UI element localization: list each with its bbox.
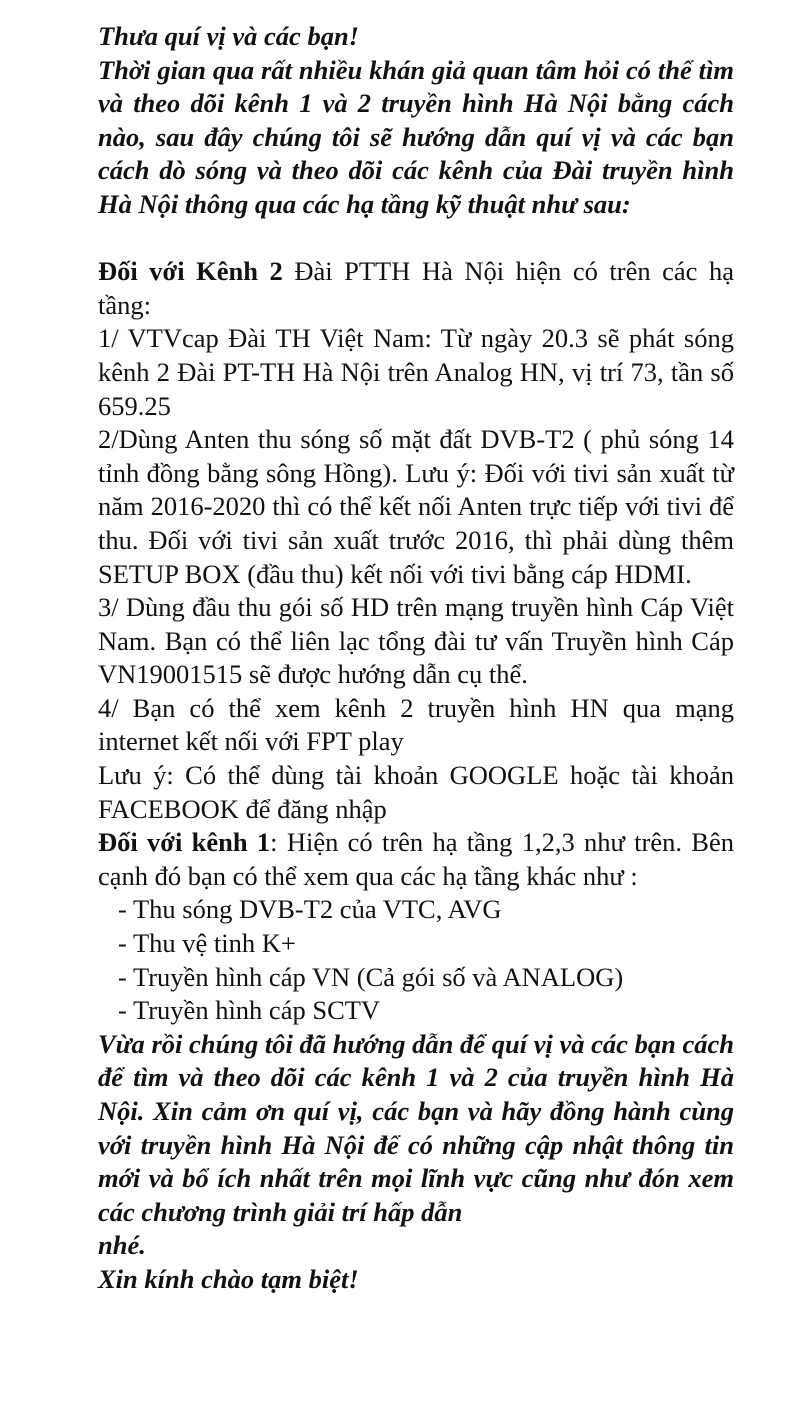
channel2-item-3: 3/ Dùng đầu thu gói số HD trên mạng truyền hình Cáp Việt Nam. Bạn có thể liên lạc tổng đài tư vấn Truyền hình Cáp VN19001515 sẽ được hướng dẫn cụ thể. <box>98 592 734 690</box>
channel2-item-2: 2/Dùng Anten thu sóng số mặt đất DVB-T2 ( phủ sóng 14 tỉnh đồng bằng sông Hồng). Lưu ý: Đối với tivi sản xuất từ năm 2016-2020 thì có thể kết nối Anten trực tiếp với tivi để thu. Đối với tivi sản xuất trước 2016, thì phải dùng thêm SETUP BOX (đầu thu) kết nối với tivi bằng cáp HDMI. <box>98 424 734 589</box>
channel2-heading: Đối với Kênh 2 <box>98 256 283 287</box>
channel2-heading-rest: Đài PTTH Hà Nội hiện có trên các hạ tầng: <box>98 256 734 320</box>
channel1-bullet-4: - Truyền hình cáp SCTV <box>118 995 381 1026</box>
greeting: Thưa quí vị và các bạn! <box>98 21 359 51</box>
intro-paragraph: Thời gian qua rất nhiều khán giả quan tâm hỏi có thể tìm và theo dõi kênh 1 và 2 truyền hình Hà Nội bằng cách nào, sau đây chúng tôi sẽ hướng dẫn quí vị và các bạn cách dò sóng và theo dõi các kênh của Đài truyền hình Hà Nội thông qua các hạ tầng kỹ thuật như sau: <box>98 54 734 219</box>
channel2-item-1: 1/ VTVcap Đài TH Việt Nam: Từ ngày 20.3 sẽ phát sóng kênh 2 Đài PT-TH Hà Nội trên Analog HN, vị trí 73, tần số 659.25 <box>98 323 734 421</box>
channel1-bullet-3: - Truyền hình cáp VN (Cả gói số và ANALOG) <box>118 961 624 992</box>
channel1-heading: Đối với kênh 1 <box>98 827 271 858</box>
channel1-bullet-1: - Thu sóng DVB-T2 của VTC, AVG <box>118 894 502 925</box>
channel1-heading-rest: : Hiện có trên hạ tầng 1,2,3 như trên. Bên cạnh đó bạn có thể xem qua các hạ tầng khác như : <box>98 827 734 891</box>
paragraph-spacer <box>98 222 734 256</box>
closing-tail: nhé. <box>98 1230 146 1261</box>
document-page <box>98 20 734 1297</box>
channel1-intro <box>98 826 734 893</box>
channel2-note: Lưu ý: Có thể dùng tài khoản GOOGLE hoặc tài khoản FACEBOOK để đăng nhập <box>98 760 734 824</box>
channel1-bullet-2: - Thu vệ tinh K+ <box>118 928 296 959</box>
channel2-item-4: 4/ Bạn có thể xem kênh 2 truyền hình HN qua mạng internet kết nối với FPT play <box>98 692 734 757</box>
closing-paragraph: Vừa rồi chúng tôi đã hướng dẫn để quí vị và các bạn cách để tìm và theo dõi các kênh 1 và 2 của truyền hình Hà Nội. Xin cảm ơn quí vị, các bạn và hãy đồng hành cùng với truyền hình Hà Nội để có những cập nhật thông tin mới và bổ ích nhất trên mọi lĩnh vực cũng như đón xem các chương trình giải trí hấp dẫn <box>98 1028 734 1227</box>
channel2-intro <box>98 255 734 322</box>
farewell: Xin kính chào tạm biệt! <box>98 1263 359 1294</box>
